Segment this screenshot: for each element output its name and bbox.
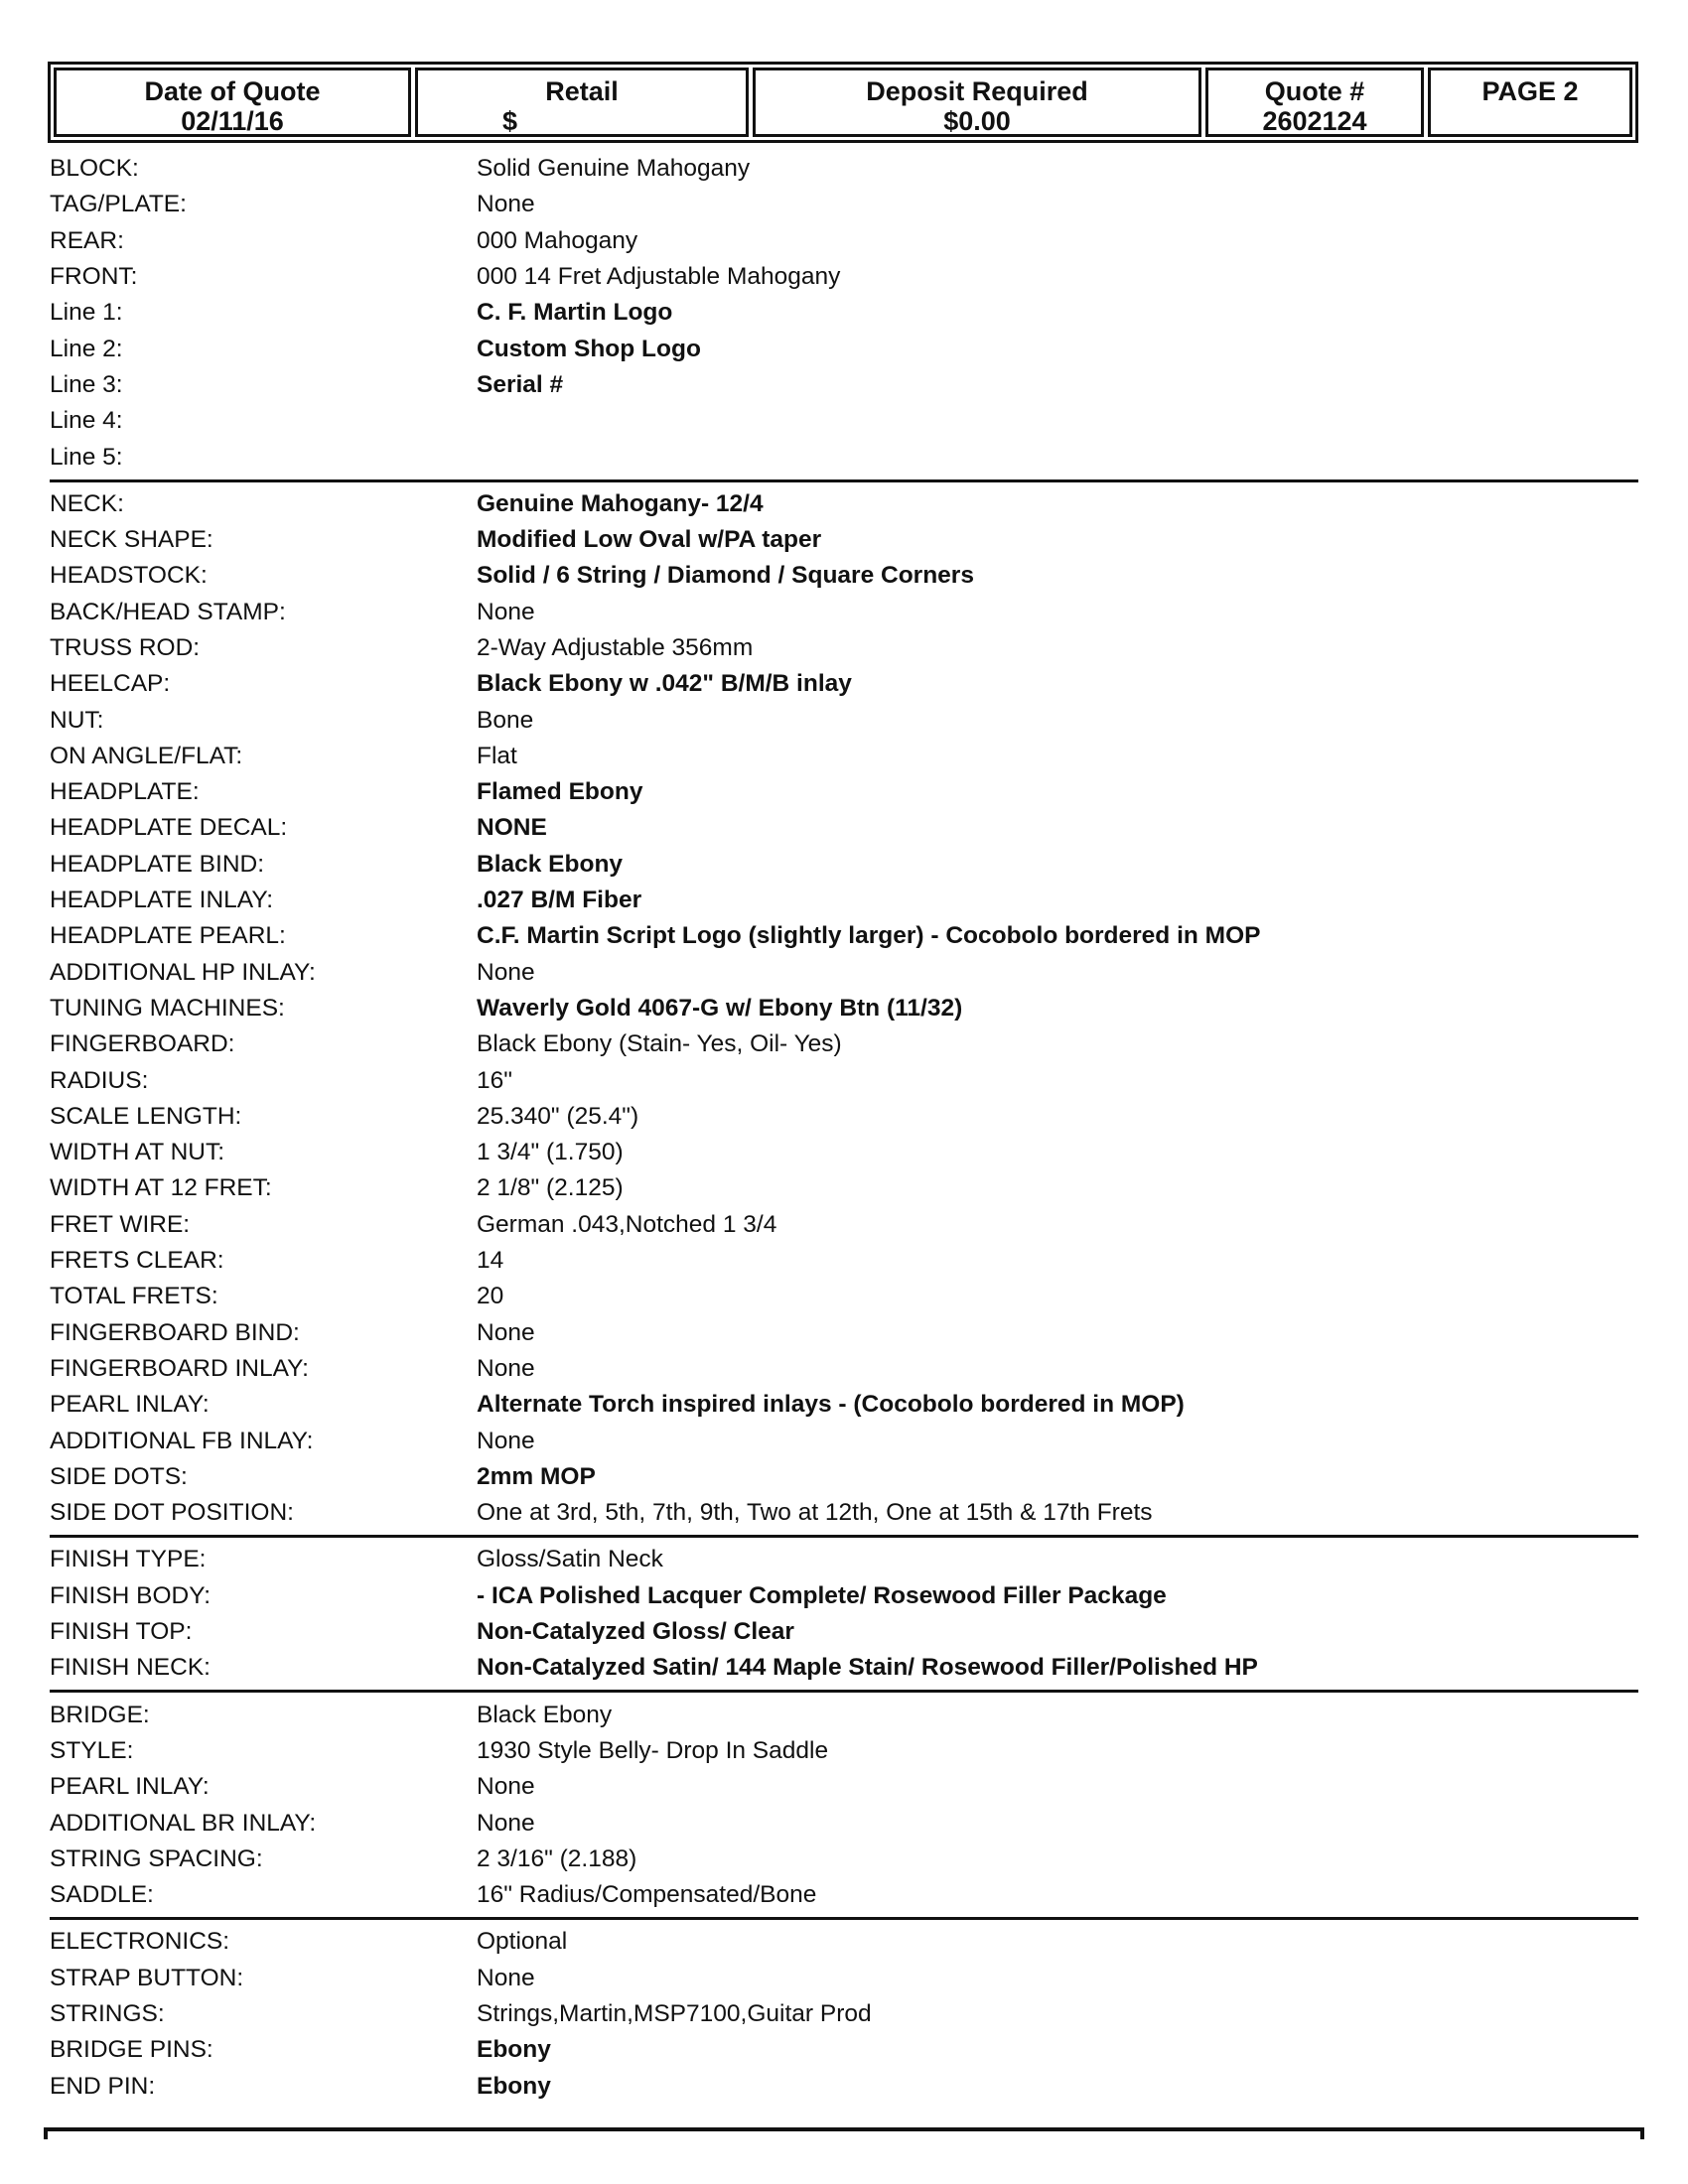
spec-row xyxy=(50,1805,1638,1841)
spec-label: TUNING MACHINES: xyxy=(50,994,285,1022)
spec-row xyxy=(50,1423,1638,1458)
footer-rule xyxy=(44,2127,1644,2131)
spec-value: 000 14 Fret Adjustable Mahogany xyxy=(477,263,841,291)
spec-row xyxy=(50,1135,1638,1170)
spec-label: REAR: xyxy=(50,226,124,254)
quote-label: Quote # xyxy=(1264,76,1365,106)
spec-value: Alternate Torch inspired inlays - (Cocobolo bordered in MOP) xyxy=(477,1391,1185,1419)
spec-label: WIDTH AT NUT: xyxy=(50,1139,225,1166)
spec-row xyxy=(50,883,1638,918)
spec-value: Serial # xyxy=(477,370,564,398)
spec-value: Flat xyxy=(477,742,517,769)
spec-value: 1930 Style Belly- Drop In Saddle xyxy=(477,1736,829,1764)
spec-row xyxy=(50,1733,1638,1769)
spec-row xyxy=(50,1578,1638,1614)
spec-value: 2mm MOP xyxy=(477,1462,596,1490)
spec-label: HEADPLATE INLAY: xyxy=(50,887,274,914)
quote-value: 2602124 xyxy=(1262,106,1367,136)
retail-cell xyxy=(415,68,749,137)
spec-value: None xyxy=(477,1809,535,1837)
spec-label: FINISH NECK: xyxy=(50,1654,211,1682)
spec-row xyxy=(50,403,1638,439)
spec-value: None xyxy=(477,1964,535,1991)
spec-row xyxy=(50,331,1638,366)
spec-value: None xyxy=(477,1354,535,1382)
spec-value: NONE xyxy=(477,814,547,842)
spec-value: Black Ebony xyxy=(477,1701,613,1728)
spec-label: NECK SHAPE: xyxy=(50,526,213,554)
spec-row xyxy=(50,1495,1638,1531)
spec-row xyxy=(50,486,1638,522)
spec-label: HEADPLATE PEARL: xyxy=(50,922,286,950)
spec-value: 2 1/8" (2.125) xyxy=(477,1174,624,1202)
spec-row xyxy=(50,810,1638,846)
spec-row xyxy=(50,1697,1638,1732)
quote-number-cell xyxy=(1205,68,1424,137)
spec-value: Non-Catalyzed Satin/ 144 Maple Stain/ Rosewood Filler/Polished HP xyxy=(477,1654,1258,1682)
spec-value: Waverly Gold 4067-G w/ Ebony Btn (11/32) xyxy=(477,994,963,1022)
spec-value: Genuine Mahogany- 12/4 xyxy=(477,489,764,517)
page-label: PAGE 2 xyxy=(1481,76,1579,106)
spec-label: ADDITIONAL BR INLAY: xyxy=(50,1809,317,1837)
spec-value: None xyxy=(477,1427,535,1454)
spec-value: None xyxy=(477,1318,535,1346)
spec-label: BLOCK: xyxy=(50,155,139,183)
spec-row xyxy=(50,1842,1638,1877)
spec-value: Flamed Ebony xyxy=(477,778,643,806)
spec-row xyxy=(50,367,1638,403)
spec-value: Modified Low Oval w/PA taper xyxy=(477,526,822,554)
spec-row xyxy=(50,1614,1638,1650)
spec-row xyxy=(50,774,1638,810)
spec-row xyxy=(50,1026,1638,1062)
spec-label: SCALE LENGTH: xyxy=(50,1102,242,1130)
page-number-cell xyxy=(1428,68,1632,137)
spec-row xyxy=(50,1877,1638,1913)
spec-value: C.F. Martin Script Logo (slightly larger) - Cocobolo bordered in MOP xyxy=(477,922,1261,950)
spec-value: 16" Radius/Compensated/Bone xyxy=(477,1881,817,1909)
spec-label: STRING SPACING: xyxy=(50,1844,263,1872)
spec-value: .027 B/M Fiber xyxy=(477,887,642,914)
spec-value: 25.340" (25.4") xyxy=(477,1102,639,1130)
spec-value: 14 xyxy=(477,1247,504,1275)
spec-value: None xyxy=(477,1773,535,1801)
spec-row xyxy=(50,1996,1638,2032)
deposit-label: Deposit Required xyxy=(866,76,1088,106)
deposit-cell xyxy=(753,68,1201,137)
spec-label: ON ANGLE/FLAT: xyxy=(50,742,243,769)
spec-row xyxy=(50,558,1638,594)
spec-label: FINGERBOARD INLAY: xyxy=(50,1354,309,1382)
spec-row xyxy=(50,595,1638,630)
spec-row xyxy=(50,666,1638,702)
spec-value: Non-Catalyzed Gloss/ Clear xyxy=(477,1618,794,1646)
retail-value: $ xyxy=(502,106,518,136)
spec-value: None xyxy=(477,958,535,986)
spec-row xyxy=(50,223,1638,259)
spec-label: ADDITIONAL FB INLAY: xyxy=(50,1427,314,1454)
spec-row xyxy=(50,955,1638,991)
spec-value: C. F. Martin Logo xyxy=(477,299,673,327)
spec-value: Strings,Martin,MSP7100,Guitar Prod xyxy=(477,1999,872,2027)
spec-row xyxy=(50,1099,1638,1135)
spec-value: Solid / 6 String / Diamond / Square Corners xyxy=(477,562,974,590)
spec-section xyxy=(50,1920,1638,2108)
spec-sections xyxy=(50,147,1638,2109)
spec-section xyxy=(50,1538,1638,1693)
spec-label: STRAP BUTTON: xyxy=(50,1964,244,1991)
spec-value: - ICA Polished Lacquer Complete/ Rosewood Filler Package xyxy=(477,1581,1167,1609)
spec-row xyxy=(50,1924,1638,1960)
spec-row xyxy=(50,918,1638,954)
spec-label: FRET WIRE: xyxy=(50,1210,191,1238)
spec-label: HEADPLATE: xyxy=(50,778,200,806)
spec-value: Optional xyxy=(477,1928,568,1956)
spec-row xyxy=(50,2068,1638,2104)
spec-value: 1 3/4" (1.750) xyxy=(477,1139,624,1166)
spec-row xyxy=(50,702,1638,738)
spec-value: 000 Mahogany xyxy=(477,226,638,254)
spec-row xyxy=(50,1279,1638,1314)
spec-value: Custom Shop Logo xyxy=(477,335,701,362)
spec-row xyxy=(50,187,1638,222)
spec-row xyxy=(50,1961,1638,1996)
spec-row xyxy=(50,2032,1638,2068)
spec-label: ELECTRONICS: xyxy=(50,1928,230,1956)
spec-value: Ebony xyxy=(477,2036,551,2064)
quote-header xyxy=(48,62,1638,143)
spec-label: ADDITIONAL HP INLAY: xyxy=(50,958,316,986)
spec-row xyxy=(50,739,1638,774)
spec-section xyxy=(50,482,1638,1539)
spec-value: 20 xyxy=(477,1283,504,1310)
spec-label: BACK/HEAD STAMP: xyxy=(50,598,286,625)
spec-label: FINISH BODY: xyxy=(50,1581,211,1609)
spec-label: BRIDGE: xyxy=(50,1701,150,1728)
spec-label: HEELCAP: xyxy=(50,670,171,698)
spec-value: One at 3rd, 5th, 7th, 9th, Two at 12th, One at 15th & 17th Frets xyxy=(477,1499,1153,1527)
spec-value: German .043,Notched 1 3/4 xyxy=(477,1210,777,1238)
spec-label: Line 3: xyxy=(50,370,123,398)
spec-value: 2 3/16" (2.188) xyxy=(477,1844,637,1872)
spec-row xyxy=(50,630,1638,666)
spec-label: END PIN: xyxy=(50,2072,156,2100)
spec-row xyxy=(50,1315,1638,1351)
footer-rule-right-tick xyxy=(1640,2127,1644,2139)
spec-row xyxy=(50,1062,1638,1098)
date-value: 02/11/16 xyxy=(181,106,284,136)
spec-row xyxy=(50,1170,1638,1206)
spec-row xyxy=(50,1387,1638,1423)
spec-label: FINGERBOARD BIND: xyxy=(50,1318,300,1346)
spec-label: STRINGS: xyxy=(50,1999,165,2027)
footer-rule-left-tick xyxy=(44,2127,48,2139)
spec-value: Black Ebony xyxy=(477,850,624,878)
spec-label: NUT: xyxy=(50,706,104,734)
spec-row xyxy=(50,439,1638,475)
spec-row xyxy=(50,1243,1638,1279)
spec-label: TRUSS ROD: xyxy=(50,634,201,661)
spec-label: FRETS CLEAR: xyxy=(50,1247,224,1275)
spec-value: None xyxy=(477,191,535,218)
spec-row xyxy=(50,1769,1638,1805)
spec-label: SIDE DOT POSITION: xyxy=(50,1499,294,1527)
spec-label: Line 4: xyxy=(50,407,123,435)
spec-row xyxy=(50,151,1638,187)
spec-label: WIDTH AT 12 FRET: xyxy=(50,1174,272,1202)
spec-label: FINGERBOARD: xyxy=(50,1030,235,1058)
spec-label: BRIDGE PINS: xyxy=(50,2036,213,2064)
spec-row xyxy=(50,1351,1638,1387)
spec-label: Line 2: xyxy=(50,335,123,362)
retail-label: Retail xyxy=(545,76,619,106)
spec-row xyxy=(50,1459,1638,1495)
spec-row xyxy=(50,1650,1638,1686)
spec-label: HEADSTOCK: xyxy=(50,562,208,590)
spec-label: STYLE: xyxy=(50,1736,134,1764)
spec-label: FRONT: xyxy=(50,263,138,291)
spec-label: PEARL INLAY: xyxy=(50,1391,210,1419)
spec-label: FINISH TYPE: xyxy=(50,1546,207,1573)
spec-row xyxy=(50,847,1638,883)
spec-label: HEADPLATE BIND: xyxy=(50,850,265,878)
deposit-value: $0.00 xyxy=(943,106,1011,136)
spec-value: None xyxy=(477,598,535,625)
spec-row xyxy=(50,295,1638,331)
spec-section xyxy=(50,147,1638,482)
spec-label: FINISH TOP: xyxy=(50,1618,193,1646)
spec-row xyxy=(50,259,1638,295)
spec-value: Bone xyxy=(477,706,534,734)
spec-row xyxy=(50,1542,1638,1577)
spec-label: Line 1: xyxy=(50,299,123,327)
spec-label: RADIUS: xyxy=(50,1066,149,1094)
spec-value: 16" xyxy=(477,1066,512,1094)
spec-label: SADDLE: xyxy=(50,1881,154,1909)
spec-label: SIDE DOTS: xyxy=(50,1462,188,1490)
spec-label: NECK: xyxy=(50,489,124,517)
spec-value: Ebony xyxy=(477,2072,551,2100)
date-label: Date of Quote xyxy=(144,76,321,106)
spec-value: Gloss/Satin Neck xyxy=(477,1546,663,1573)
spec-value: Solid Genuine Mahogany xyxy=(477,155,751,183)
spec-value: 2-Way Adjustable 356mm xyxy=(477,634,754,661)
date-of-quote-cell xyxy=(54,68,411,137)
spec-label: HEADPLATE DECAL: xyxy=(50,814,288,842)
spec-value: Black Ebony (Stain- Yes, Oil- Yes) xyxy=(477,1030,842,1058)
spec-label: TOTAL FRETS: xyxy=(50,1283,218,1310)
spec-label: PEARL INLAY: xyxy=(50,1773,210,1801)
spec-label: TAG/PLATE: xyxy=(50,191,187,218)
spec-row xyxy=(50,991,1638,1026)
spec-value: Black Ebony w .042" B/M/B inlay xyxy=(477,670,852,698)
spec-row xyxy=(50,522,1638,558)
spec-row xyxy=(50,1207,1638,1243)
spec-label: Line 5: xyxy=(50,443,123,471)
spec-section xyxy=(50,1693,1638,1920)
